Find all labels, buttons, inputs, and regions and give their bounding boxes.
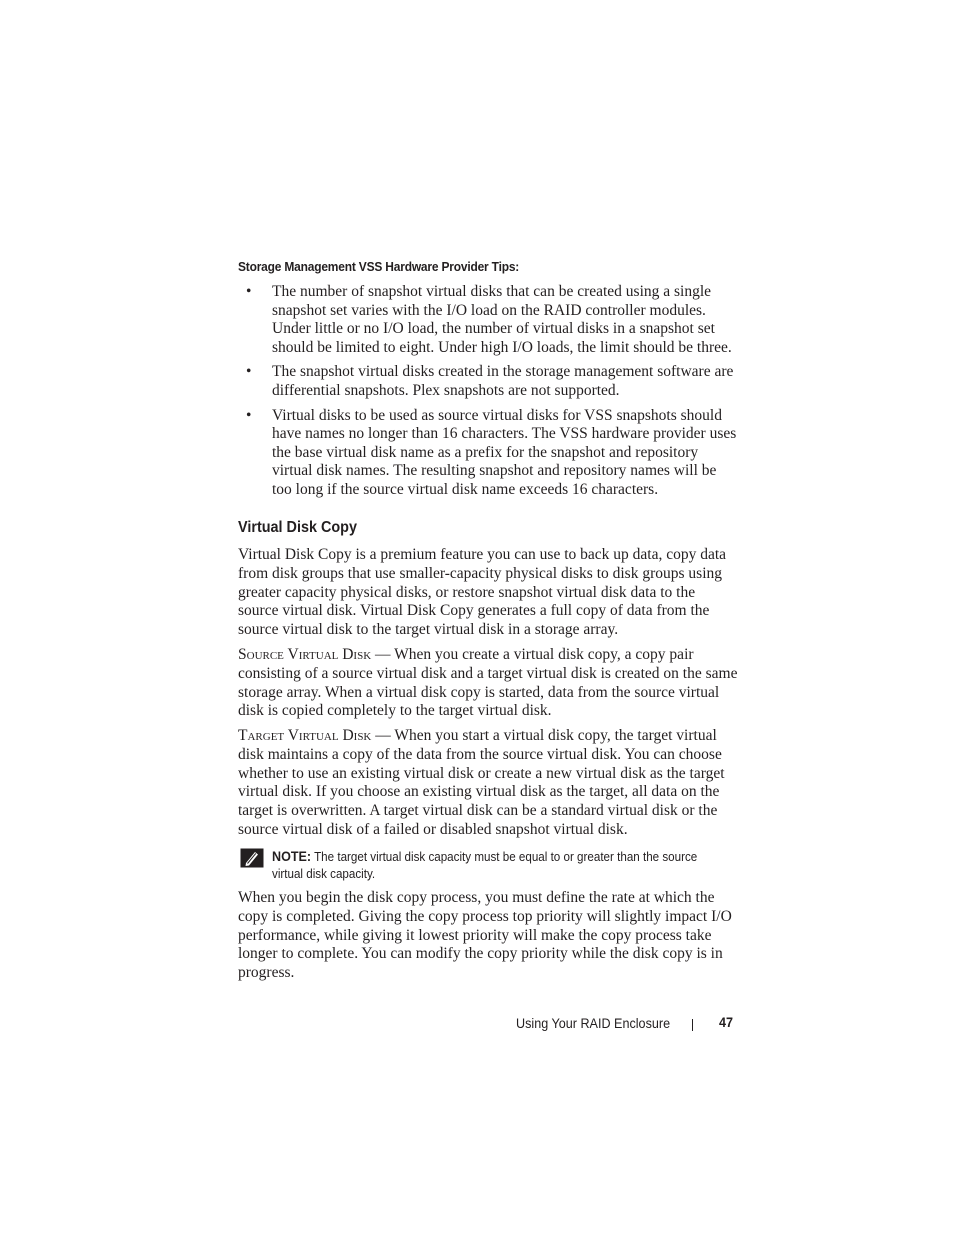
target-term: Target Virtual Disk <box>238 727 372 744</box>
note-body: The target virtual disk capacity must be equal to or greater than the source virtual disk capacity. <box>272 850 698 881</box>
list-item-text: Virtual disks to be used as source virtual disks for VSS snapshots should have names no longer than 16 characters. The VSS hardware provider uses the base virtual disk name as a prefix for the snapshot and repository virtual disk names. The resulting snapshot and repository names will be too long if the source virtual disk name exceeds 16 characters. <box>272 406 737 498</box>
source-term: Source Virtual Disk <box>238 646 372 663</box>
bullet-icon: • <box>246 406 252 424</box>
list-item-text: The snapshot virtual disks created in the storage management software are differential snapshots. Plex snapshots are not supported. <box>272 363 734 399</box>
list-item <box>238 363 738 400</box>
footer-divider <box>692 1019 693 1031</box>
page-number: 47 <box>719 1014 734 1030</box>
section-heading: Virtual Disk Copy <box>238 519 357 536</box>
bullet-icon: • <box>246 363 252 381</box>
pencil-note-icon <box>240 848 264 868</box>
closing-paragraph: When you begin the disk copy process, you must define the rate at which the copy is completed. Giving the copy process top priority will slightly impact I/O performance, while giving it lowest priority will make the copy process take longer to complete. You can modify the copy priority while the disk copy is in progress. <box>238 889 732 982</box>
intro-paragraph: Virtual Disk Copy is a premium feature you can use to back up data, copy data from disk groups that use smaller-capacity physical disks to disk groups using greater capacity physical disks, or restore snapshot virtual disk data to the source virtual disk. Virtual Disk Copy generates a full copy of data from the source virtual disk to the target virtual disk in a storage array. <box>238 546 727 639</box>
source-description: — When you create a virtual disk copy, a copy pair consisting of a source virtual disk and a target virtual disk is created on the same storage array. When a virtual disk copy is started, data from the source virtual disk is copied completely to the target virtual disk. <box>238 646 738 720</box>
note-label: NOTE: <box>272 849 312 864</box>
list-item <box>238 283 738 357</box>
target-virtual-disk-paragraph <box>238 727 738 840</box>
list-item <box>238 407 738 500</box>
bullet-icon: • <box>246 283 252 300</box>
footer-title: Using Your RAID Enclosure <box>516 1015 671 1031</box>
target-description: — When you start a virtual disk copy, the target virtual disk maintains a copy of the data from the source virtual disk. You can choose whether to use an existing virtual disk or create a new virtual disk as the target virtual disk. If you choose an existing virtual disk as the target, all data on the target is overwritten. A target virtual disk can be a standard virtual disk or the source virtual disk of a failed or disabled snapshot virtual disk. <box>238 727 725 838</box>
note-text <box>272 848 714 883</box>
source-virtual-disk-paragraph <box>238 646 738 721</box>
tips-list <box>238 283 738 506</box>
list-item-text: The number of snapshot virtual disks that can be created using a single snapshot set varies with the I/O load on the RAID controller modules. Under little or no I/O load, the number of virtual disks in a snapshot set should be limited to eight. Under high I/O loads, the limit should be three. <box>272 283 732 356</box>
tips-heading: Storage Management VSS Hardware Provider Tips: <box>238 259 520 274</box>
